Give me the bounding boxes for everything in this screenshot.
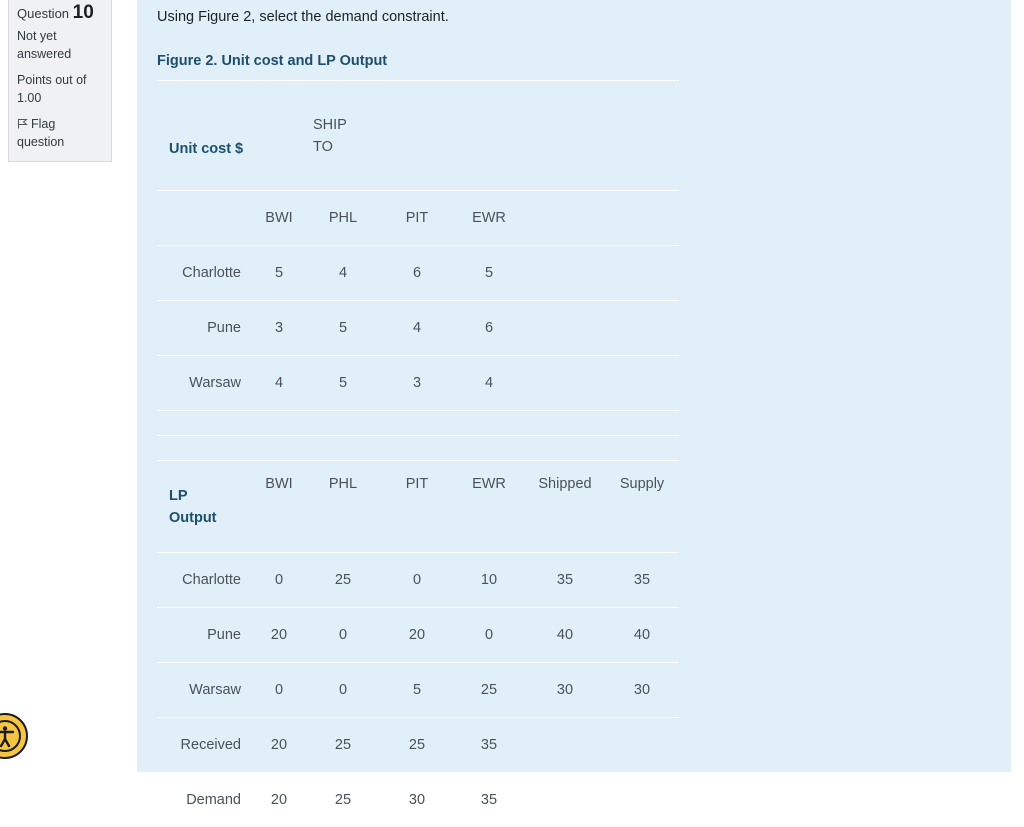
column-header: PHL [305,461,381,553]
table-cell: 35 [453,718,525,773]
table-cell: 6 [381,246,453,301]
table-cell: 0 [253,663,305,718]
row-label: Warsaw [157,356,253,411]
ship-to-line-1: SHIP [313,117,347,133]
spacer-row [157,411,679,436]
question-number [17,4,103,23]
table-row [157,773,679,827]
table-cell: 25 [305,773,381,827]
flag-question-label: Flag question [17,117,64,149]
table-cell: 20 [253,773,305,827]
table-cell: 25 [381,718,453,773]
table-cell: 35 [525,553,605,608]
table-cell: 5 [305,356,381,411]
table-cell: 40 [605,608,679,663]
accessibility-button[interactable] [0,713,28,759]
table-row [157,553,679,608]
question-label: Question [17,6,69,21]
row-label: Pune [157,608,253,663]
table-cell: 5 [381,663,453,718]
table-cell: 0 [381,553,453,608]
column-header: BWI [253,191,305,246]
flag-question-link[interactable] [17,115,103,151]
table-row [157,663,679,718]
table-cell: 4 [305,246,381,301]
accessibility-icon [0,719,22,753]
column-header: EWR [453,191,525,246]
row-label: Charlotte [157,246,253,301]
table-cell: 40 [525,608,605,663]
table-cell: 25 [305,553,381,608]
table-cell: 25 [453,663,525,718]
unit-cost-header-row [157,81,679,191]
table-cell: 25 [305,718,381,773]
question-grade: Points out of 1.00 [17,71,103,107]
unit-cost-columns-row [157,191,679,246]
table-cell: 5 [305,301,381,356]
column-header: Supply [605,461,679,553]
spacer-row [157,436,679,461]
table-cell: 4 [381,301,453,356]
table-cell: 20 [381,608,453,663]
table-cell: 10 [453,553,525,608]
lp-output-title-line-2: Output [169,510,217,526]
row-label: Warsaw [157,663,253,718]
row-label: Charlotte [157,553,253,608]
table-cell: 20 [253,608,305,663]
lp-output-title-line-1: LP [169,488,188,504]
ship-to-line-2: TO [313,139,333,155]
lp-output-header-row [157,461,679,553]
column-header: BWI [253,461,305,553]
unit-cost-title: Unit cost $ [157,81,253,191]
table-cell: 4 [453,356,525,411]
column-header: PHL [305,191,381,246]
lp-output-title [157,461,253,553]
table-cell: 0 [305,608,381,663]
table-cell: 4 [253,356,305,411]
table-row [157,608,679,663]
table-cell: 30 [605,663,679,718]
column-header: Shipped [525,461,605,553]
table-cell: 3 [381,356,453,411]
row-label: Demand [157,773,253,827]
table-cell: 35 [453,773,525,827]
row-label: Pune [157,301,253,356]
table-cell: 5 [253,246,305,301]
question-prompt: Using Figure 2, select the demand constraint. [157,9,449,25]
table-cell: 0 [305,663,381,718]
row-label: Received [157,718,253,773]
table-cell: 35 [605,553,679,608]
figure-caption: Figure 2. Unit cost and LP Output [157,53,387,69]
table-cell: 30 [381,773,453,827]
flag-icon [17,118,28,129]
table-cell: 3 [253,301,305,356]
table-row [157,718,679,773]
question-number-value: 10 [73,2,94,23]
table-row [157,356,679,411]
column-header: PIT [381,461,453,553]
column-header: EWR [453,461,525,553]
table-row [157,246,679,301]
table-cell: 5 [453,246,525,301]
question-state: Not yet answered [17,27,103,63]
table-cell: 0 [453,608,525,663]
question-info-panel [8,0,112,162]
table-cell: 0 [253,553,305,608]
figure-table [157,80,679,827]
column-header: PIT [381,191,453,246]
table-cell: 30 [525,663,605,718]
table-row [157,301,679,356]
table-cell: 6 [453,301,525,356]
question-content [137,0,1011,772]
ship-to-label [305,81,381,191]
table-cell: 20 [253,718,305,773]
